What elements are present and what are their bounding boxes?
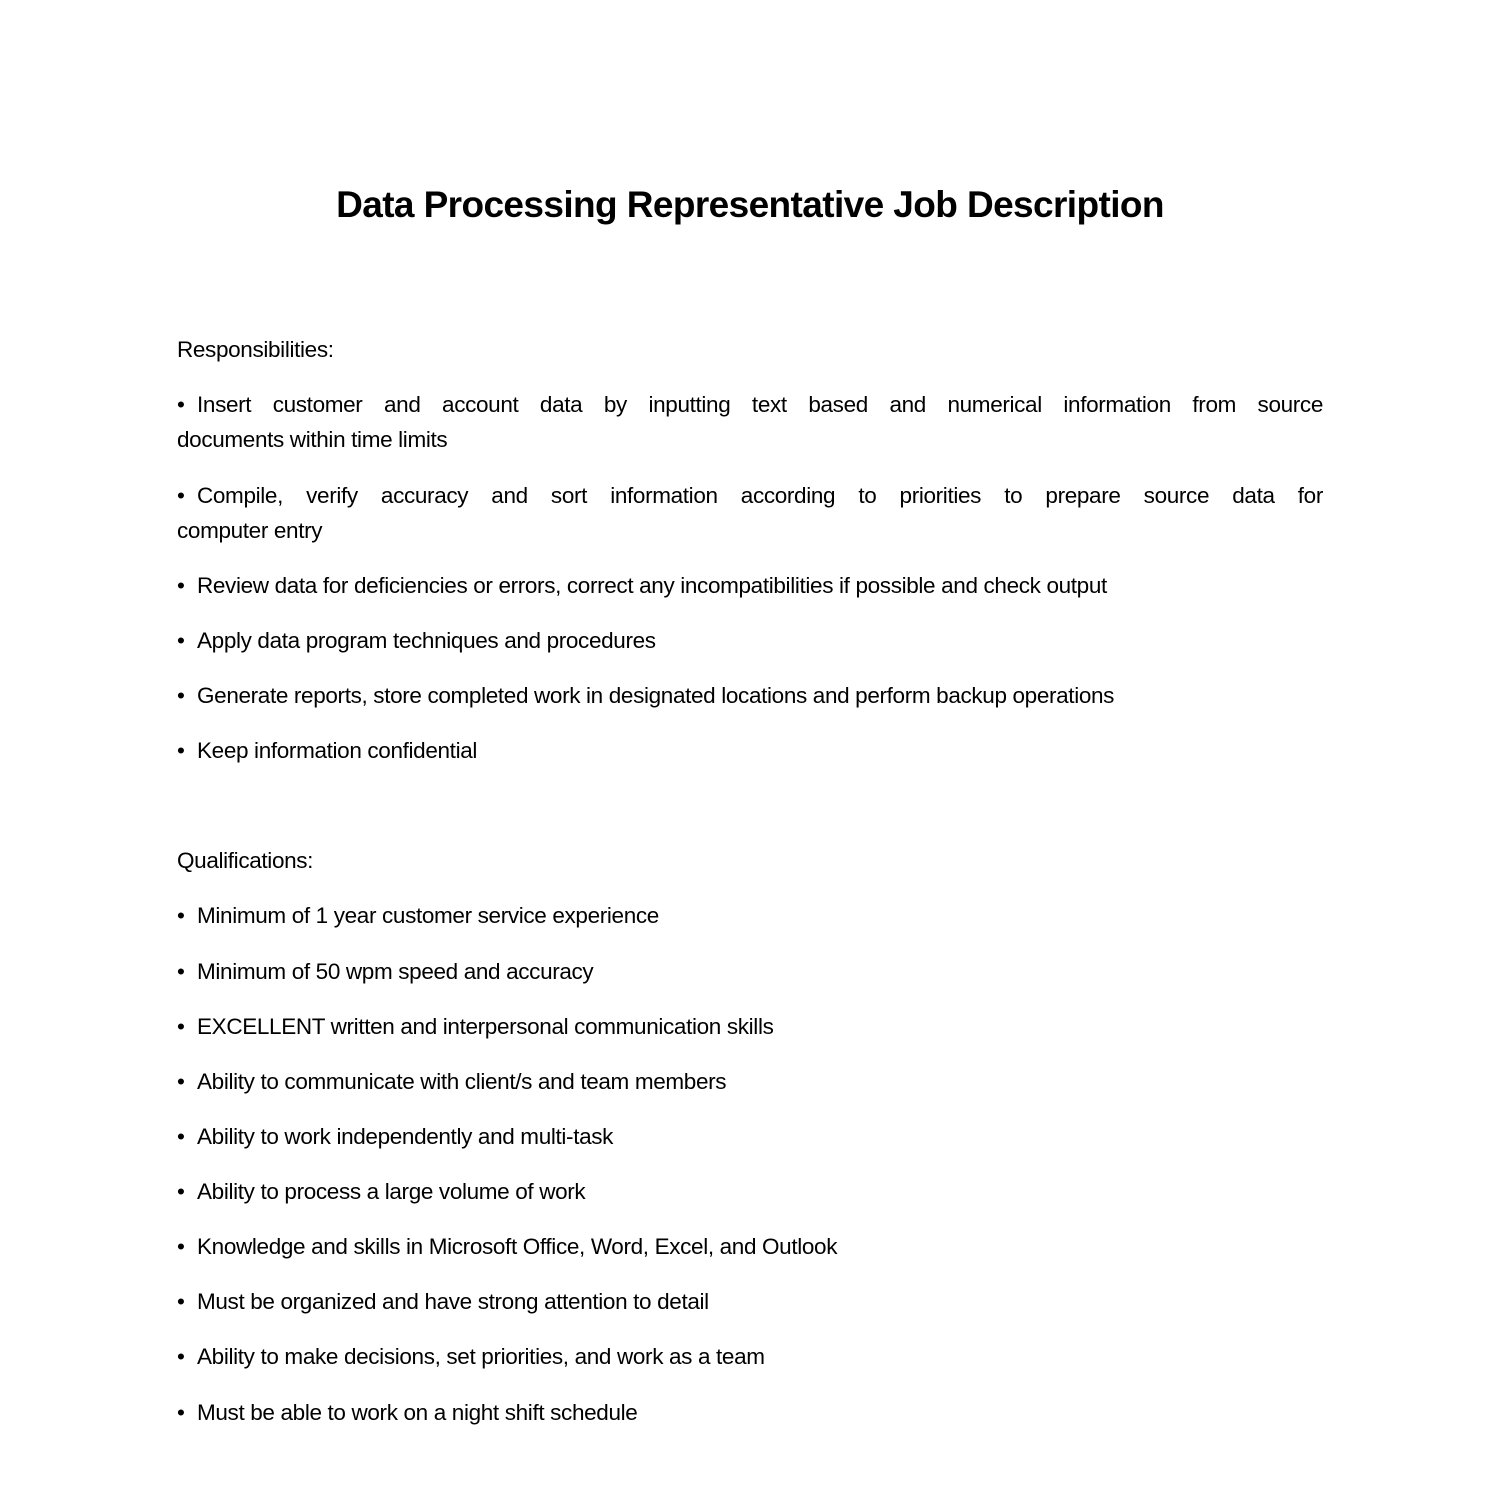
bullet-icon: • <box>177 1344 185 1369</box>
responsibility-item: • Keep information confidential <box>177 736 477 766</box>
bullet-icon: • <box>177 959 185 984</box>
responsibility-item-continuation: computer entry <box>177 518 323 543</box>
bullet-icon: • <box>177 903 185 928</box>
document-title: Data Processing Representative Job Description <box>336 184 1164 225</box>
bullet-icon: • <box>177 392 185 417</box>
bullet-icon: • <box>177 683 185 708</box>
qualification-item: • Minimum of 1 year customer service experience <box>177 901 659 931</box>
section-heading-qualifications: Qualifications: <box>177 848 314 873</box>
responsibility-item-continuation: documents within time limits <box>177 427 448 452</box>
bullet-icon: • <box>177 1124 185 1149</box>
bullet-icon: • <box>177 483 185 508</box>
responsibility-item: • Review data for deficiencies or errors, correct any incompatibilities if possible and check output <box>177 571 1107 601</box>
bullet-icon: • <box>177 1179 185 1204</box>
bullet-icon: • <box>177 1400 185 1425</box>
qualification-item: • Ability to process a large volume of work <box>177 1177 585 1207</box>
bullet-icon: • <box>177 1014 185 1039</box>
bullet-icon: • <box>177 573 185 598</box>
responsibility-item: • Apply data program techniques and procedures <box>177 626 656 656</box>
bullet-icon: • <box>177 628 185 653</box>
responsibility-item: • Generate reports, store completed work in designated locations and perform backup operations <box>177 681 1114 711</box>
bullet-icon: • <box>177 1234 185 1259</box>
responsibility-item: • Insert customer and account data by inputting text based and numerical information from source <box>177 390 1323 420</box>
qualification-item: • Must be able to work on a night shift schedule <box>177 1398 637 1428</box>
qualification-item: • Knowledge and skills in Microsoft Office, Word, Excel, and Outlook <box>177 1232 837 1262</box>
bullet-icon: • <box>177 738 185 763</box>
qualification-item: • Minimum of 50 wpm speed and accuracy <box>177 957 593 987</box>
bullet-icon: • <box>177 1069 185 1094</box>
qualification-item: • Ability to work independently and multi-task <box>177 1122 613 1152</box>
qualification-item: • Ability to communicate with client/s and team members <box>177 1067 726 1097</box>
bullet-icon: • <box>177 1289 185 1314</box>
qualification-item: • EXCELLENT written and interpersonal communication skills <box>177 1012 774 1042</box>
qualification-item: • Ability to make decisions, set priorities, and work as a team <box>177 1342 765 1372</box>
qualification-item: • Must be organized and have strong attention to detail <box>177 1287 709 1317</box>
responsibility-item: • Compile, verify accuracy and sort information according to priorities to prepare source data for <box>177 481 1323 511</box>
section-heading-responsibilities: Responsibilities: <box>177 337 334 362</box>
